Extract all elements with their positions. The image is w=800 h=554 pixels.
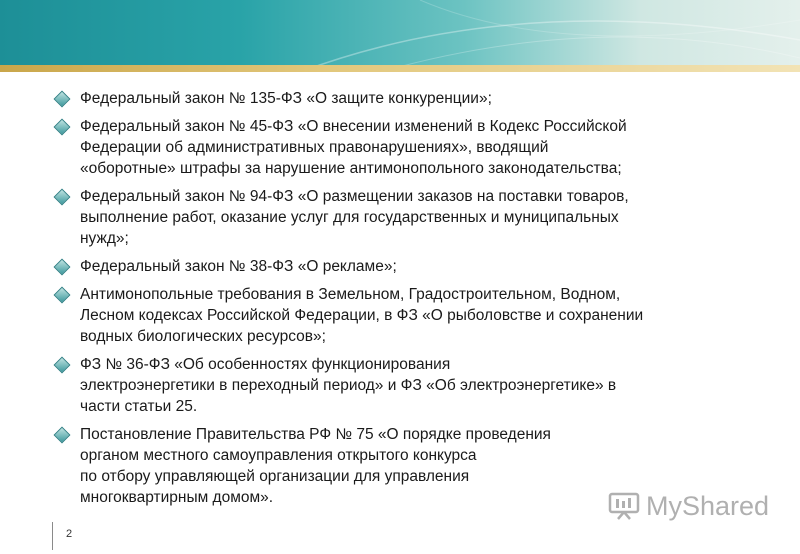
item-line: Федеральный закон № 94-ФЗ «О размещении заказов на поставки товаров, <box>80 188 629 205</box>
page-number: 2 <box>66 528 73 540</box>
item-line: по отбору управляющей организации для управления <box>80 468 470 485</box>
item-line: органом местного самоуправления открытого конкурса <box>80 447 477 464</box>
item-line: Постановление Правительства РФ № 75 «О порядке проведения <box>80 426 551 443</box>
item-line: многоквартирным домом». <box>80 489 274 506</box>
list-item <box>52 88 797 109</box>
item-line: выполнение работ, оказание услуг для государственных и муниципальных <box>80 209 619 226</box>
item-line: «оборотные» штрафы за нарушение антимонопольного законодательства; <box>80 160 622 177</box>
banner-gold-stripe <box>0 65 800 72</box>
item-line: электроэнергетики в переходный период» и ФЗ «Об электроэнергетике» в <box>80 377 617 394</box>
list-item <box>52 186 797 249</box>
item-line: части статьи 25. <box>80 398 198 415</box>
diamond-bullet-icon <box>54 91 71 108</box>
diamond-bullet-icon <box>54 259 71 276</box>
watermark-text: MyShared <box>646 490 770 521</box>
list-item <box>52 116 797 179</box>
item-line: водных биологических ресурсов»; <box>80 328 326 345</box>
item-line: Федеральный закон № 38-ФЗ «О рекламе»; <box>80 258 397 275</box>
diamond-bullet-icon <box>54 357 71 374</box>
item-line: нужд»; <box>80 230 129 247</box>
item-line: Лесном кодексах Российской Федерации, в ФЗ «О рыболовстве и сохранении <box>80 307 644 324</box>
myshared-watermark <box>608 490 769 522</box>
header-banner <box>0 0 800 72</box>
diamond-bullet-icon <box>54 189 71 206</box>
item-line: ФЗ № 36-ФЗ «Об особенностях функционирования <box>80 356 451 373</box>
list-item <box>52 256 797 277</box>
diamond-bullet-icon <box>54 287 71 304</box>
item-line: Федерации об административных правонарушениях», вводящий <box>80 139 549 156</box>
diamond-bullet-icon <box>54 427 71 444</box>
banner-swoosh <box>0 0 800 72</box>
list-item <box>52 354 797 417</box>
diamond-bullet-icon <box>54 119 71 136</box>
footer-divider <box>52 522 53 550</box>
item-line: Федеральный закон № 135-ФЗ «О защите конкуренции»; <box>80 90 492 107</box>
item-line: Антимонопольные требования в Земельном, Градостроительном, Водном, <box>80 286 621 303</box>
list-item <box>52 284 797 347</box>
bullet-list <box>52 88 797 515</box>
presentation-board-icon <box>608 492 640 520</box>
item-line: Федеральный закон № 45-ФЗ «О внесении изменений в Кодекс Российской <box>80 118 627 135</box>
